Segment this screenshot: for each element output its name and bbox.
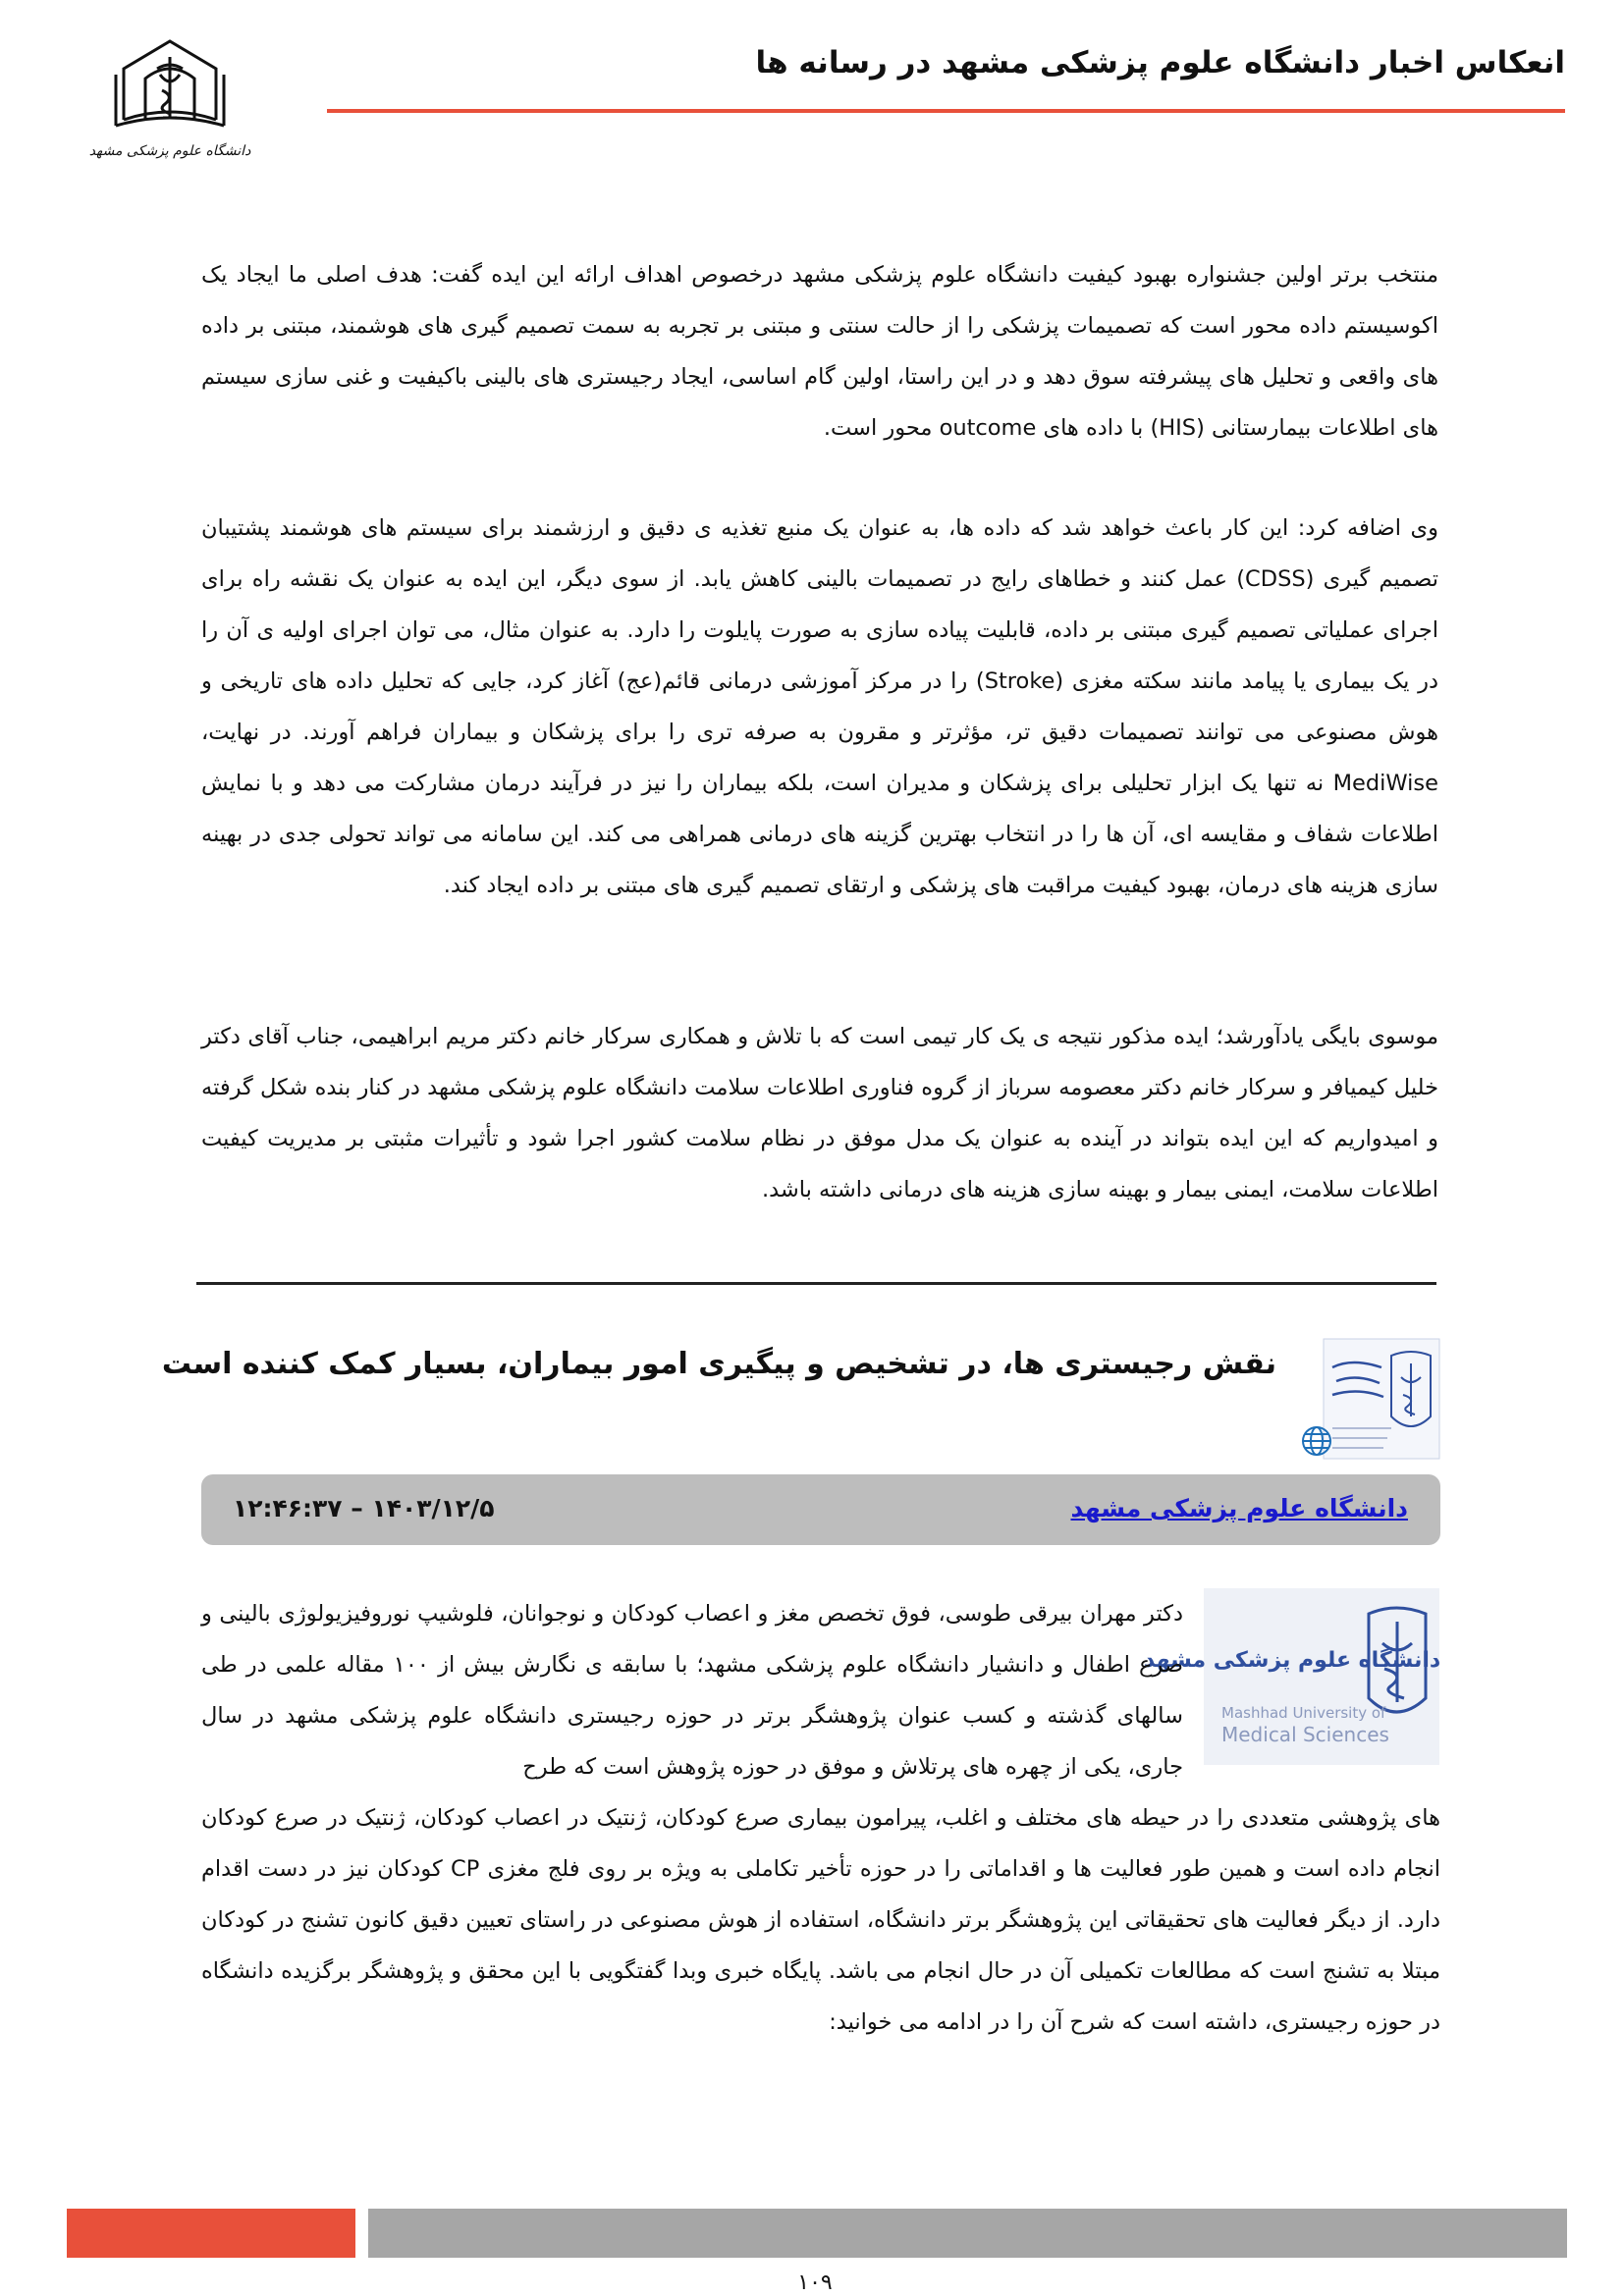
news-body-intro: دکتر مهران بیرقی طوسی، فوق تخصص مغز و اعصاب کودکان و نوجوانان، فلوشیپ نوروفیزیولوژی بالینی و صرع اطفال و دانشیار دانشگاه علوم پزشکی مشهد؛ با سابقه ی نگارش بیش از ۱۰۰ مقاله علمی در طی سالهای گذشته و کسب عنوان پژوهشگر برتر در حوزه رجیستری دانشگاه علوم پزشکی مشهد در سال جاری، یکی از چهره های پرتلاش و موفق در حوزه پژوهش است که طرح: [201, 1601, 1183, 1780]
news-title: نقش رجیستری ها، در تشخیص و پیگیری امور بیماران، بسیار کمک کننده است: [161, 1347, 1276, 1381]
section-divider: [196, 1282, 1436, 1285]
globe-icon: [1300, 1424, 1333, 1458]
news-source-link[interactable]: دانشگاه علوم پزشکی مشهد: [1070, 1494, 1408, 1522]
header-rule: [327, 109, 1565, 113]
news-timestamp: ۱۴۰۳/۱۲/۵ – ۱۲:۴۶:۳۷: [233, 1494, 495, 1522]
thumbnail-caption-en-2: Medical Sciences: [1221, 1723, 1389, 1746]
university-logo: [88, 35, 251, 167]
article-paragraph-1: منتخب برتر اولین جشنواره بهبود کیفیت دانشگاه علوم پزشکی مشهد درخصوص اهداف ارائه این ایده گفت: هدف اصلی ما ایجاد یک اکوسیستم داده محور است که تصمیمات پزشکی را از حالت سنتی و مبتنی بر تجربه به سمت تصمیم گیری های هوشمند، مبتنی بر داده های واقعی و تحلیل های پیشرفته سوق دهد و در این راستا، اولین گام اساسی، ایجاد رجیستری های بالینی باکیفیت و غنی سازی سیستم های اطلاعات بیمارستانی (HIS) با داده های outcome محور است.: [201, 262, 1438, 441]
page-number: ۱۰۹: [797, 2270, 833, 2295]
page-header-title: انعکاس اخبار دانشگاه علوم پزشکی مشهد در رسانه ها: [755, 45, 1565, 80]
source-logo-icon: [1323, 1338, 1440, 1460]
footer-accent-bar: [67, 2209, 355, 2258]
thumbnail-caption-en-1: Mashhad University of: [1221, 1704, 1386, 1722]
article-paragraph-3: موسوی بایگی یادآورشد؛ ایده مذکور نتیجه ی یک کار تیمی است که با تلاش و همکاری سرکار خانم دکتر مریم ابراهیمی، جناب آقای دکتر خلیل کیمیافر و سرکار خانم دکتر معصومه سرباز از گروه فناوری اطلاعات سلامت دانشگاه علوم پزشکی مشهد در کنار بنده شکل گرفته و امیدواریم که این ایده بتواند در آینده به عنوان یک مدل موفق در نظام سلامت کشور اجرا شود و تأثیرات مثبتی بر مدیریت کیفیت اطلاعات سلامت، ایمنی بیمار و بهینه سازی هزینه های درمانی داشته باشد.: [201, 1024, 1438, 1202]
logo-caption: دانشگاه علوم پزشکی مشهد: [88, 143, 251, 159]
news-body-continued: های پژوهشی متعددی را در حیطه های مختلف و اغلب، پیرامون بیماری صرع کودکان، ژنتیک در اعصاب کودکان، ژنتیک در صرع کودکان انجام داده است و همین طور فعالیت ها و اقداماتی را در حوزه تأخیر تکاملی به ویژه بر روی فلج مغزی CP کودکان نیز در دست اقدام دارد. از دیگر فعالیت های تحقیقاتی این پژوهشگر برتر دانشگاه، استفاده از هوش مصنوعی در راستای تعیین دقیق کانون تشنج در کودکان مبتلا به تشنج است که مطالعات تکمیلی آن در حال انجام می باشد. پایگاه خبری وبدا گفتگویی با این محقق و پژوهشگر برگزیده دانشگاه در حوزه رجیستری، داشته است که شرح آن را در ادامه می خوانید:: [201, 1805, 1440, 2035]
article-paragraph-2: وی اضافه کرد: این کار باعث خواهد شد که داده ها، به عنوان یک منبع تغذیه ی دقیق و ارزشمند برای سیستم های هوشمند پشتیبان تصمیم گیری (CDSS) عمل کنند و خطاهای رایج در تصمیمات بالینی کاهش یابد. از سوی دیگر، این ایده به عنوان یک نقشه راه برای اجرای عملیاتی تصمیم گیری مبتنی بر داده، قابلیت پیاده سازی به صورت پایلوت را دارد. به عنوان مثال، می توان اجرای اولیه ی آن را در یک بیماری یا پیامد مانند سکته مغزی (Stroke) را در مرکز آموزشی درمانی قائم(عج) آغاز کرد، جایی که تحلیل داده های تاریخی و هوش مصنوعی می توانند تصمیمات دقیق تر، مؤثرتر و مقرون به صرفه تری را برای پزشکان و بیماران فراهم آورند. در نهایت، MediWise نه تنها یک ابزار تحلیلی برای پزشکان و مدیران است، بلکه بیماران را نیز در فرآیند درمان مشارکت می دهد و با نمایش اطلاعات شفاف و مقایسه ای، آن ها را در انتخاب بهترین گزینه های درمانی همراهی می کند. این سامانه می تواند تحولی جدی در بهینه سازی هزینه های درمان، بهبود کیفیت مراقبت های پزشکی و ارتقای تصمیم گیری های مبتنی بر داده ایجاد کند.: [201, 515, 1439, 898]
footer-gray-bar: [368, 2209, 1567, 2258]
thumbnail-caption-fa: دانشگاه علوم پزشکی مشهد: [1143, 1648, 1441, 1673]
news-thumbnail-image: [1143, 1588, 1441, 1765]
